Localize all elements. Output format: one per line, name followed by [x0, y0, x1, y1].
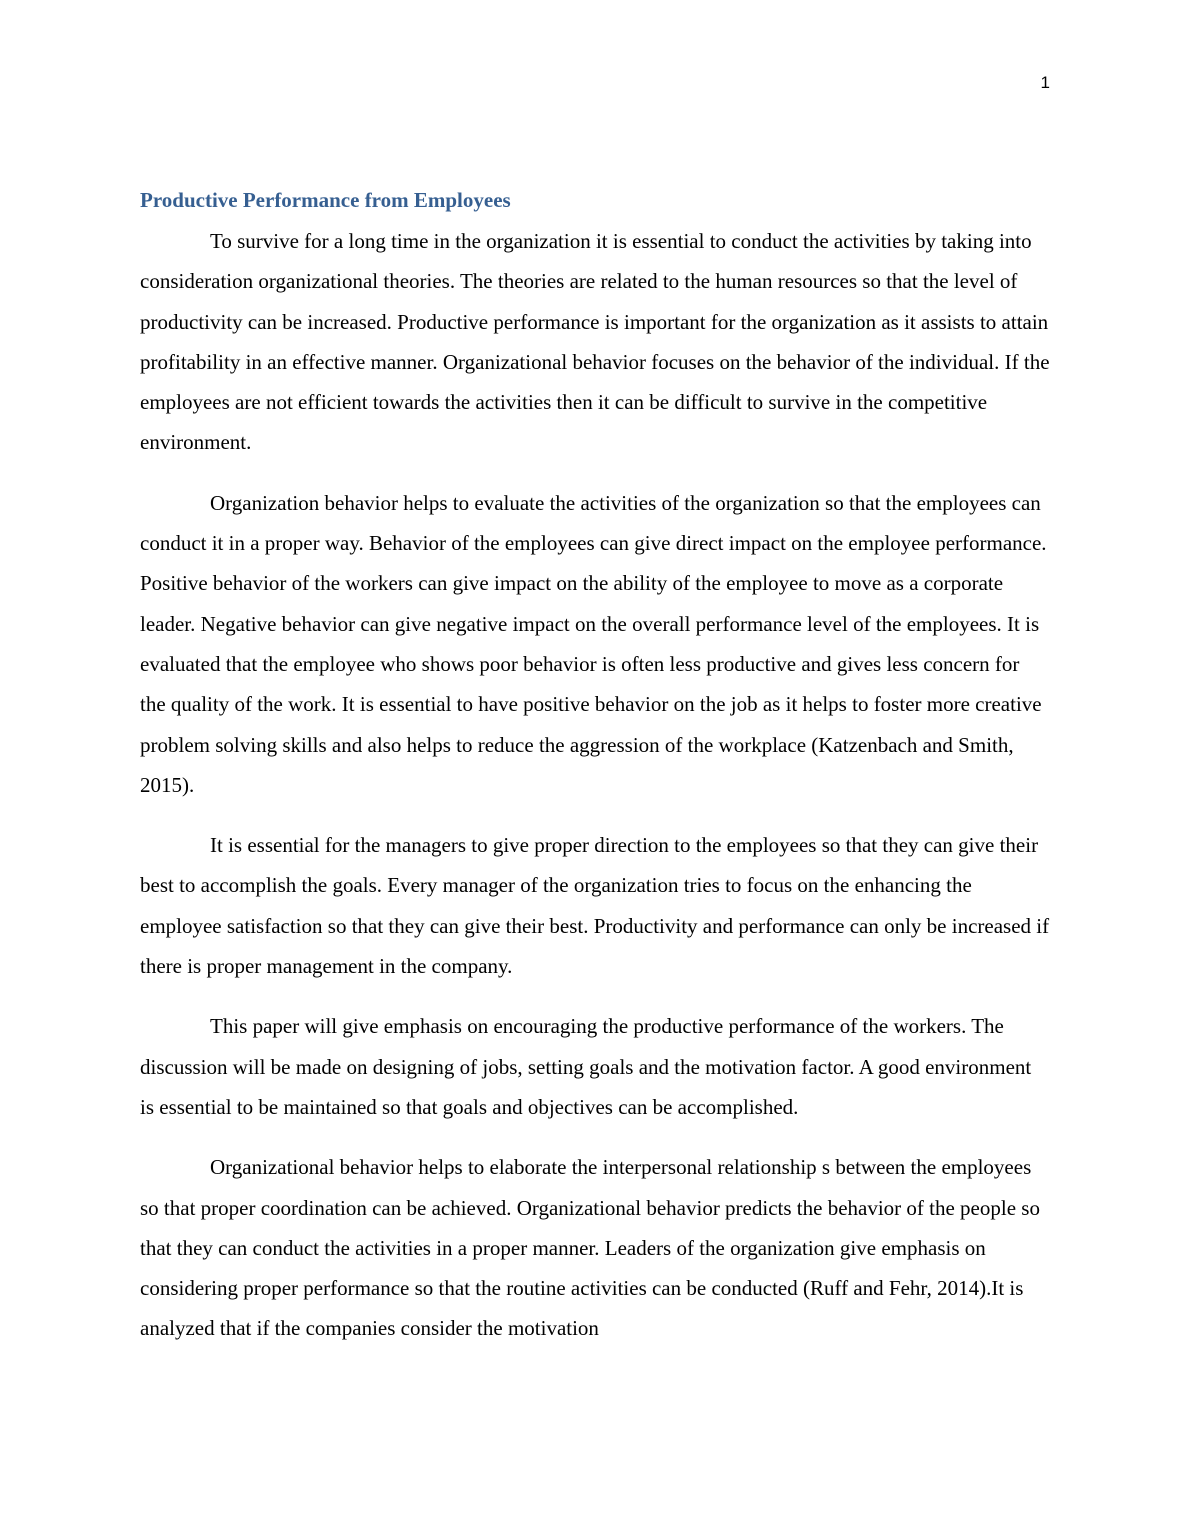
document-heading: Productive Performance from Employees	[140, 188, 511, 212]
page-number: 1	[1040, 73, 1050, 92]
document-body	[140, 186, 1050, 1369]
paragraph-3: It is essential for the managers to give proper direction to the employees so that they can give their best to accomplish the goals. Every manager of the organization tries to focus on the enhancing the employee satisfaction so that they can give their best. Productivity and performance can only be increased if there is proper management in the company.	[140, 833, 1050, 979]
paragraph-1: To survive for a long time in the organization it is essential to conduct the activities by taking into consideration organizational theories. The theories are related to the human resources so that the level of productivity can be increased. Productive performance is important for the organization as it assists to attain profitability in an effective manner. Organizational behavior focuses on the behavior of the individual. If the employees are not efficient towards the activities then it can be difficult to survive in the competitive environment.	[140, 229, 1050, 455]
paragraph-2: Organization behavior helps to evaluate the activities of the organization so that the employees can conduct it in a proper way. Behavior of the employees can give direct impact on the employee performance. Positive behavior of the workers can give impact on the ability of the employee to move as a corporate leader. Negative behavior can give negative impact on the overall performance level of the employees. It is evaluated that the employee who shows poor behavior is often less productive and gives less concern for the quality of the work. It is essential to have positive behavior on the job as it helps to foster more creative problem solving skills and also helps to reduce the aggression of the workplace (Katzenbach and Smith, 2015).	[140, 490, 1047, 797]
paragraph-4: This paper will give emphasis on encouraging the productive performance of the workers. The discussion will be made on designing of jobs, setting goals and the motivation factor. A good environment is essential to be maintained so that goals and objectives can be accomplished.	[140, 1014, 1032, 1119]
paragraph-5: Organizational behavior helps to elaborate the interpersonal relationship s between the employees so that proper coordination can be achieved. Organizational behavior predicts the behavior of the people so that they can conduct the activities in a proper manner. Leaders of the organization give emphasis on considering proper performance so that the routine activities can be conducted (Ruff and Fehr, 2014).It is analyzed that if the companies consider the motivation	[140, 1155, 1040, 1341]
